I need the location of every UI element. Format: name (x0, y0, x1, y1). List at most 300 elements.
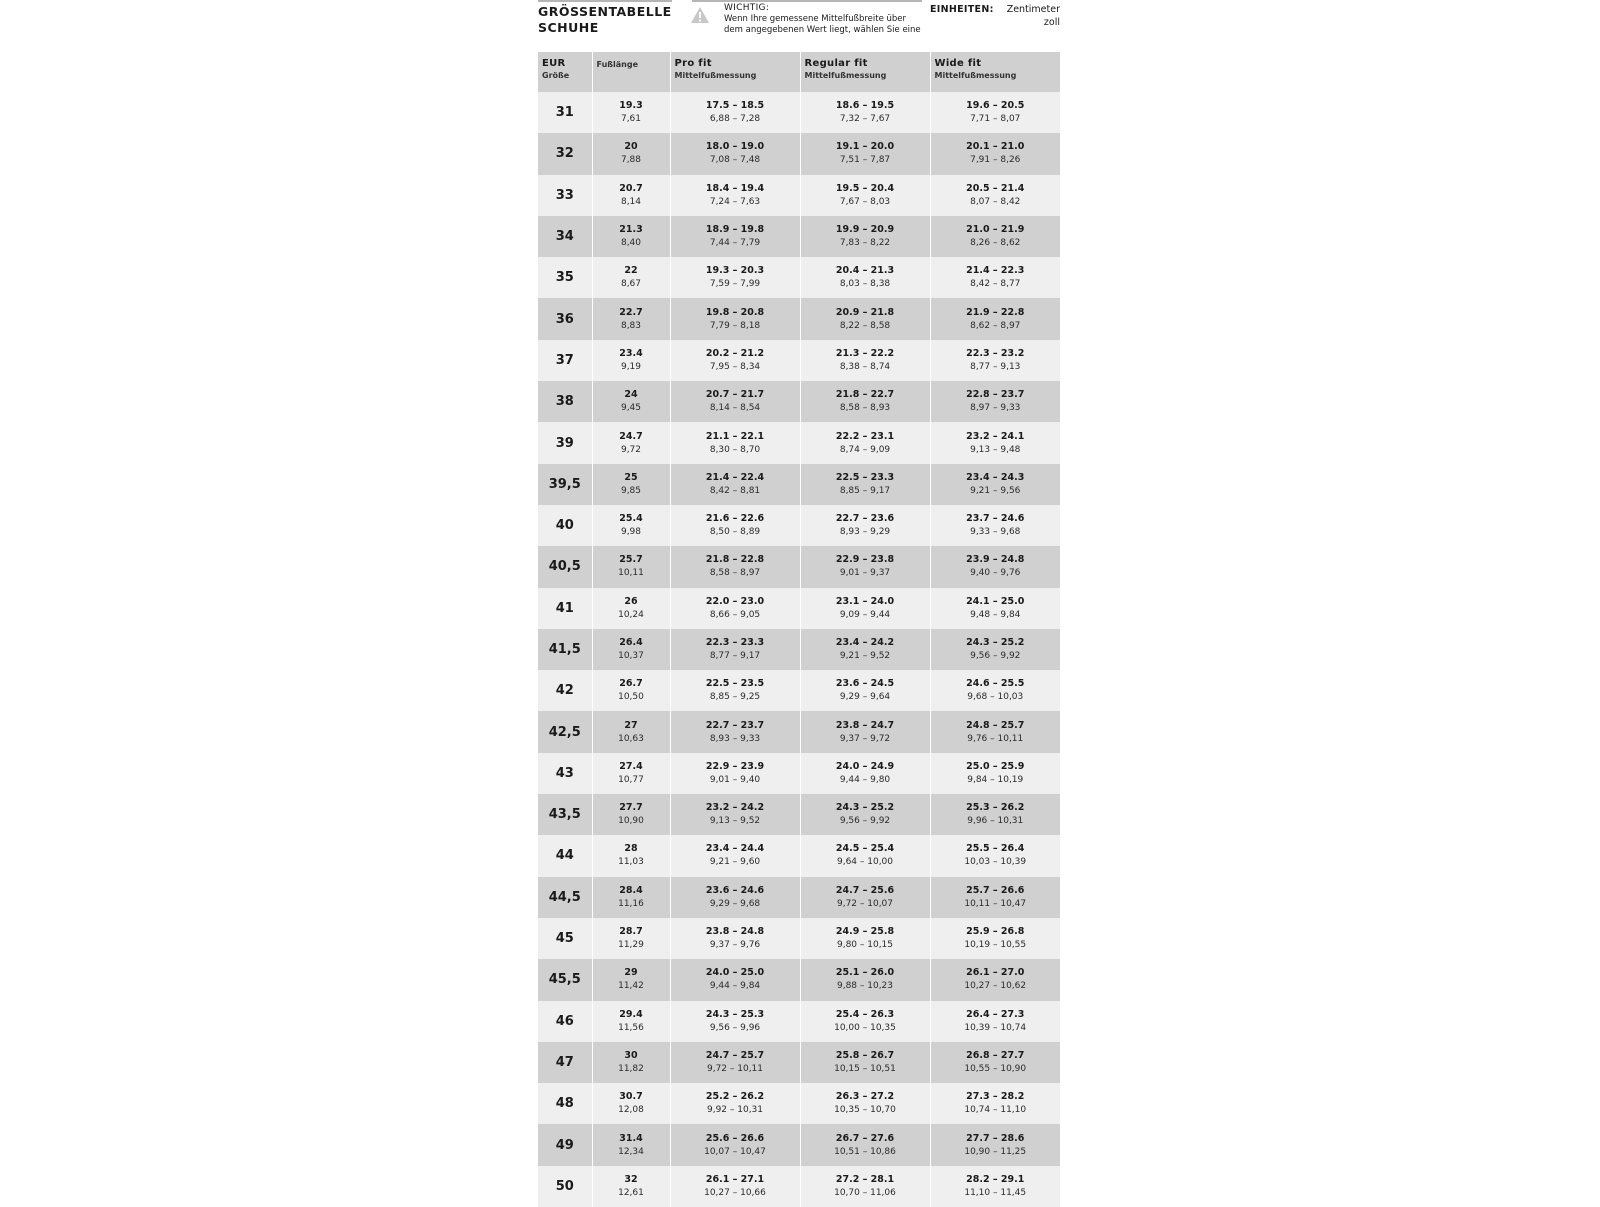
wide-fit-cell (930, 588, 1060, 629)
header-label: Regular fit (804, 58, 868, 69)
wide-fit-cell (930, 175, 1060, 216)
regular-fit-cell (800, 1001, 930, 1042)
wide-fit-inch-value: 9,33 – 9,68 (970, 527, 1021, 538)
pro-fit-inch-value: 9,21 – 9,60 (709, 857, 761, 868)
regular-fit-cell (800, 629, 930, 670)
wide-fit-cell (930, 918, 1060, 959)
foot-length-cell (592, 381, 670, 422)
pro-fit-inch-value: 7,44 – 7,79 (709, 238, 761, 249)
regular-fit-cell (800, 175, 930, 216)
foot-length-inch-value: 7,88 (620, 155, 642, 166)
eur-size-cell: 48 (538, 1083, 592, 1124)
size-table-body (538, 92, 1060, 1207)
regular-fit-cm-value: 23.6 – 24.5 (835, 678, 895, 690)
wide-fit-cell (930, 216, 1060, 257)
wide-fit-cell (930, 298, 1060, 339)
regular-fit-cell (800, 92, 930, 133)
pro-fit-cm-value: 25.2 – 26.2 (705, 1091, 765, 1103)
wide-fit-cell (930, 464, 1060, 505)
regular-fit-cm-value: 25.8 – 26.7 (835, 1049, 895, 1061)
table-row (538, 298, 1060, 339)
foot-length-cm-value: 24.7 (619, 430, 643, 442)
regular-fit-inch-value: 10,00 – 10,35 (834, 1022, 896, 1033)
wide-fit-cm-value: 26.8 – 27.7 (966, 1049, 1025, 1061)
foot-length-cm-value: 24 (624, 389, 638, 401)
pro-fit-cell (670, 794, 800, 835)
foot-length-inch-value: 8,14 (620, 196, 642, 207)
pro-fit-inch-value: 9,56 – 9,96 (709, 1022, 761, 1033)
regular-fit-inch-value: 10,35 – 10,70 (834, 1105, 896, 1116)
foot-length-cell (592, 1166, 670, 1207)
regular-fit-cm-value: 22.5 – 23.3 (835, 471, 895, 483)
regular-fit-cell (800, 877, 930, 918)
regular-fit-inch-value: 9,21 – 9,52 (839, 651, 891, 661)
foot-length-cell (592, 629, 670, 670)
table-row (538, 918, 1060, 959)
wide-fit-cm-value: 22.3 – 23.2 (966, 347, 1025, 359)
pro-fit-cell (670, 340, 800, 381)
eur-size-cell: 44 (538, 835, 592, 876)
wide-fit-cm-value: 26.4 – 27.3 (966, 1008, 1025, 1020)
wide-fit-cell (930, 340, 1060, 381)
regular-fit-inch-value: 9,72 – 10,07 (836, 898, 894, 909)
foot-length-inch-value: 8,40 (620, 238, 642, 249)
header-pro-fit (670, 52, 800, 92)
pro-fit-inch-value: 8,66 – 9,05 (709, 609, 761, 620)
pro-fit-cm-value: 18.0 – 19.0 (705, 141, 765, 153)
unit-option-inch[interactable]: zoll (1043, 16, 1060, 28)
wide-fit-cell (930, 505, 1060, 546)
wide-fit-inch-value: 10,55 – 10,90 (964, 1063, 1027, 1074)
eur-size-cell: 43,5 (538, 794, 592, 835)
regular-fit-inch-value: 8,03 – 8,38 (839, 279, 891, 290)
regular-fit-cell (800, 670, 930, 711)
foot-length-cm-value: 31.4 (619, 1132, 643, 1144)
regular-fit-cell (800, 381, 930, 422)
foot-length-cell (592, 711, 670, 752)
wide-fit-cm-value: 25.9 – 26.8 (966, 926, 1025, 938)
pro-fit-cell (670, 464, 800, 505)
table-row (538, 1124, 1060, 1165)
regular-fit-inch-value: 9,37 – 9,72 (839, 733, 891, 744)
wide-fit-cm-value: 23.9 – 24.8 (966, 554, 1025, 566)
wide-fit-cell (930, 1001, 1060, 1042)
pro-fit-cm-value: 21.4 – 22.4 (705, 471, 765, 483)
regular-fit-inch-value: 9,88 – 10,23 (836, 981, 894, 992)
eur-size-cell: 44,5 (538, 877, 592, 918)
pro-fit-cell (670, 133, 800, 174)
pro-fit-cell (670, 257, 800, 298)
eur-size-cell: 37 (538, 340, 592, 381)
foot-length-cm-value: 22 (624, 265, 638, 277)
regular-fit-cm-value: 23.4 – 24.2 (835, 637, 895, 648)
wide-fit-inch-value: 9,56 – 9,92 (970, 651, 1021, 661)
foot-length-cell (592, 918, 670, 959)
pro-fit-inch-value: 8,93 – 9,33 (709, 733, 761, 744)
foot-length-cm-value: 29.4 (619, 1008, 643, 1020)
wide-fit-cm-value: 25.7 – 26.6 (966, 884, 1025, 896)
foot-length-inch-value: 9,45 (620, 403, 642, 414)
foot-length-cm-value: 20.7 (619, 182, 643, 194)
regular-fit-cell (800, 753, 930, 794)
regular-fit-cm-value: 21.8 – 22.7 (835, 389, 895, 401)
pro-fit-inch-value: 10,27 – 10,66 (704, 1187, 766, 1198)
pro-fit-inch-value: 9,13 – 9,52 (709, 816, 761, 827)
regular-fit-cell (800, 422, 930, 463)
regular-fit-cm-value: 24.7 – 25.6 (835, 884, 895, 896)
regular-fit-cm-value: 25.1 – 26.0 (835, 967, 895, 979)
foot-length-cell (592, 257, 670, 298)
pro-fit-cell (670, 877, 800, 918)
regular-fit-cell (800, 588, 930, 629)
wide-fit-inch-value: 10,03 – 10,39 (964, 857, 1027, 868)
wide-fit-cell (930, 959, 1060, 1000)
pro-fit-inch-value: 9,92 – 10,31 (706, 1105, 764, 1116)
pro-fit-inch-value: 9,29 – 9,68 (709, 898, 761, 909)
foot-length-cm-value: 19.3 (619, 100, 643, 112)
foot-length-inch-value: 12,34 (618, 1146, 644, 1157)
eur-size-cell: 38 (538, 381, 592, 422)
eur-size-cell: 40 (538, 505, 592, 546)
pro-fit-cell (670, 546, 800, 587)
pro-fit-inch-value: 7,79 – 8,18 (709, 320, 761, 331)
regular-fit-cm-value: 25.4 – 26.3 (835, 1008, 895, 1020)
table-row (538, 340, 1060, 381)
pro-fit-cell (670, 1124, 800, 1165)
foot-length-cell (592, 216, 670, 257)
foot-length-inch-value: 11,16 (618, 898, 644, 909)
pro-fit-cm-value: 25.6 – 26.6 (705, 1132, 765, 1144)
pro-fit-inch-value: 8,14 – 8,54 (709, 403, 761, 414)
wide-fit-cm-value: 21.4 – 22.3 (966, 265, 1025, 277)
foot-length-cell (592, 298, 670, 339)
foot-length-cell (592, 133, 670, 174)
header-sublabel: Mittelfußmessung (804, 71, 887, 80)
title-line-1: GRÖSSENTABELLE (538, 4, 672, 19)
warning-line-1: Wenn Ihre gemessene Mittelfußbreite über (724, 14, 907, 24)
foot-length-inch-value: 8,83 (620, 320, 642, 331)
pro-fit-cm-value: 23.4 – 24.4 (705, 843, 765, 855)
units-selector (1007, 4, 1060, 29)
wide-fit-inch-value: 9,13 – 9,48 (970, 444, 1021, 455)
foot-length-inch-value: 12,08 (618, 1105, 644, 1116)
foot-length-cm-value: 25.4 (619, 513, 643, 525)
eur-size-cell: 43 (538, 753, 592, 794)
wide-fit-cm-value: 25.0 – 25.9 (966, 760, 1025, 772)
foot-length-cell (592, 464, 670, 505)
wide-fit-cm-value: 27.3 – 28.2 (966, 1091, 1025, 1103)
size-chart-document (538, 0, 1060, 1200)
warning-triangle-icon (690, 6, 710, 24)
foot-length-cm-value: 29 (624, 967, 638, 979)
regular-fit-cm-value: 22.9 – 23.8 (835, 554, 895, 566)
header-sublabel: Mittelfußmessung (674, 71, 757, 80)
foot-length-inch-value: 11,56 (618, 1022, 644, 1033)
pro-fit-cm-value: 23.6 – 24.6 (705, 884, 765, 896)
foot-length-cell (592, 670, 670, 711)
pro-fit-cm-value: 18.4 – 19.4 (705, 182, 765, 194)
foot-length-cm-value: 22.7 (619, 306, 643, 318)
pro-fit-inch-value: 8,42 – 8,81 (709, 485, 761, 496)
pro-fit-cell (670, 216, 800, 257)
foot-length-inch-value: 11,82 (618, 1063, 644, 1074)
foot-length-cm-value: 28 (624, 843, 638, 855)
foot-length-cell (592, 175, 670, 216)
regular-fit-inch-value: 10,51 – 10,86 (834, 1146, 896, 1157)
table-row (538, 753, 1060, 794)
eur-size-cell: 45,5 (538, 959, 592, 1000)
table-row (538, 1083, 1060, 1124)
wide-fit-cm-value: 19.6 – 20.5 (966, 100, 1025, 112)
foot-length-cell (592, 1083, 670, 1124)
foot-length-cell (592, 92, 670, 133)
foot-length-inch-value: 10,63 (618, 733, 644, 744)
eur-size-cell: 32 (538, 133, 592, 174)
regular-fit-cell (800, 794, 930, 835)
pro-fit-cm-value: 17.5 – 18.5 (705, 100, 765, 112)
regular-fit-cm-value: 20.9 – 21.8 (835, 306, 895, 318)
pro-fit-cm-value: 22.5 – 23.5 (705, 678, 765, 690)
foot-length-cm-value: 28.7 (619, 926, 643, 938)
pro-fit-cm-value: 20.2 – 21.2 (705, 347, 765, 359)
foot-length-inch-value: 10,77 (618, 774, 644, 785)
chart-header (538, 0, 1060, 48)
wide-fit-cell (930, 629, 1060, 670)
pro-fit-cm-value: 22.3 – 23.3 (705, 637, 765, 648)
wide-fit-inch-value: 8,77 – 9,13 (970, 361, 1021, 372)
wide-fit-inch-value: 11,10 – 11,45 (964, 1187, 1027, 1198)
regular-fit-inch-value: 8,74 – 9,09 (839, 444, 891, 455)
regular-fit-cell (800, 918, 930, 959)
foot-length-cm-value: 27 (624, 719, 638, 731)
foot-length-cm-value: 20 (624, 141, 638, 153)
eur-size-cell: 42,5 (538, 711, 592, 752)
pro-fit-cm-value: 18.9 – 19.8 (705, 224, 765, 236)
pro-fit-cm-value: 21.6 – 22.6 (705, 513, 765, 525)
foot-length-cm-value: 21.3 (619, 224, 643, 236)
eur-size-cell: 45 (538, 918, 592, 959)
table-row (538, 257, 1060, 298)
regular-fit-inch-value: 8,85 – 9,17 (839, 485, 891, 496)
regular-fit-cell (800, 1166, 930, 1207)
pro-fit-cm-value: 19.3 – 20.3 (705, 265, 765, 277)
wide-fit-cell (930, 877, 1060, 918)
wide-fit-cell (930, 794, 1060, 835)
regular-fit-cell (800, 546, 930, 587)
header-label: EUR (542, 58, 566, 69)
wide-fit-cm-value: 24.8 – 25.7 (966, 719, 1025, 731)
pro-fit-cell (670, 753, 800, 794)
wide-fit-cell (930, 835, 1060, 876)
foot-length-cell (592, 753, 670, 794)
eur-size-cell: 41 (538, 588, 592, 629)
wide-fit-cm-value: 20.5 – 21.4 (966, 182, 1025, 194)
regular-fit-cell (800, 1042, 930, 1083)
foot-length-inch-value: 10,90 (618, 816, 644, 827)
pro-fit-cell (670, 298, 800, 339)
wide-fit-inch-value: 10,19 – 10,55 (964, 940, 1027, 951)
wide-fit-cell (930, 92, 1060, 133)
regular-fit-cm-value: 23.1 – 24.0 (835, 595, 895, 607)
table-row (538, 629, 1060, 670)
header-regular-fit (800, 52, 930, 92)
pro-fit-cm-value: 21.1 – 22.1 (705, 430, 765, 442)
wide-fit-inch-value: 8,42 – 8,77 (970, 279, 1021, 290)
wide-fit-inch-value: 9,76 – 10,11 (967, 733, 1024, 744)
wide-fit-cell (930, 711, 1060, 752)
table-row (538, 588, 1060, 629)
pro-fit-cm-value: 22.0 – 23.0 (705, 595, 765, 607)
table-row (538, 464, 1060, 505)
pro-fit-cm-value: 22.7 – 23.7 (705, 719, 765, 731)
unit-option-cm[interactable]: Zentimeter (1006, 4, 1060, 15)
regular-fit-cell (800, 216, 930, 257)
regular-fit-inch-value: 8,22 – 8,58 (839, 320, 891, 331)
pro-fit-cell (670, 959, 800, 1000)
wide-fit-inch-value: 10,39 – 10,74 (964, 1022, 1027, 1033)
pro-fit-cell (670, 1166, 800, 1207)
eur-size-cell: 31 (538, 92, 592, 133)
foot-length-cm-value: 26 (624, 595, 638, 607)
pro-fit-cm-value: 24.7 – 25.7 (705, 1049, 765, 1061)
regular-fit-cell (800, 298, 930, 339)
wide-fit-inch-value: 8,07 – 8,42 (970, 196, 1021, 207)
pro-fit-cell (670, 918, 800, 959)
regular-fit-inch-value: 7,32 – 7,67 (839, 114, 891, 125)
pro-fit-cm-value: 21.8 – 22.8 (705, 554, 765, 566)
header-wide-fit (930, 52, 1060, 92)
foot-length-cell (592, 546, 670, 587)
table-row (538, 381, 1060, 422)
foot-length-inch-value: 11,29 (618, 940, 644, 951)
pro-fit-inch-value: 9,44 – 9,84 (709, 981, 761, 992)
regular-fit-cm-value: 21.3 – 22.2 (835, 347, 895, 359)
wide-fit-inch-value: 9,96 – 10,31 (967, 816, 1024, 827)
regular-fit-inch-value: 8,58 – 8,93 (839, 403, 891, 414)
foot-length-inch-value: 8,67 (620, 279, 642, 290)
size-table (538, 52, 1060, 1207)
pro-fit-cm-value: 20.7 – 21.7 (705, 389, 765, 401)
pro-fit-inch-value: 8,58 – 8,97 (709, 568, 761, 579)
regular-fit-cm-value: 24.0 – 24.9 (835, 760, 895, 772)
wide-fit-cm-value: 22.8 – 23.7 (966, 389, 1025, 401)
wide-fit-cm-value: 21.0 – 21.9 (966, 224, 1025, 236)
wide-fit-cell (930, 381, 1060, 422)
wide-fit-cm-value: 23.2 – 24.1 (966, 430, 1025, 442)
wide-fit-cm-value: 28.2 – 29.1 (966, 1173, 1025, 1185)
regular-fit-cm-value: 27.2 – 28.1 (835, 1173, 895, 1185)
regular-fit-inch-value: 7,83 – 8,22 (839, 238, 891, 249)
foot-length-cm-value: 23.4 (619, 347, 643, 359)
table-row (538, 670, 1060, 711)
pro-fit-inch-value: 9,01 – 9,40 (709, 774, 761, 785)
wide-fit-cm-value: 24.3 – 25.2 (966, 637, 1025, 648)
pro-fit-inch-value: 9,72 – 10,11 (706, 1063, 764, 1074)
regular-fit-cell (800, 133, 930, 174)
foot-length-inch-value: 10,11 (618, 568, 644, 579)
header-foot-length (592, 52, 670, 92)
wide-fit-cm-value: 23.7 – 24.6 (966, 513, 1025, 525)
foot-length-inch-value: 9,98 (620, 527, 642, 538)
header-rule-middle (692, 0, 922, 2)
header-rule-left (538, 0, 672, 2)
foot-length-cm-value: 27.4 (619, 760, 643, 772)
pro-fit-inch-value: 10,07 – 10,47 (704, 1146, 766, 1157)
table-row (538, 835, 1060, 876)
regular-fit-cell (800, 257, 930, 298)
regular-fit-inch-value: 10,70 – 11,06 (834, 1187, 896, 1198)
wide-fit-cm-value: 25.3 – 26.2 (966, 802, 1025, 814)
pro-fit-inch-value: 7,59 – 7,99 (709, 279, 761, 290)
table-row (538, 1042, 1060, 1083)
regular-fit-inch-value: 9,01 – 9,37 (839, 568, 891, 579)
table-row (538, 175, 1060, 216)
pro-fit-cm-value: 19.8 – 20.8 (705, 306, 765, 318)
wide-fit-inch-value: 8,26 – 8,62 (970, 238, 1021, 249)
wide-fit-cell (930, 422, 1060, 463)
regular-fit-cell (800, 464, 930, 505)
regular-fit-cm-value: 19.1 – 20.0 (835, 141, 895, 153)
wide-fit-cell (930, 133, 1060, 174)
warning-line-2: dem angegebenen Wert liegt, wählen Sie eine (724, 25, 921, 35)
eur-size-cell: 49 (538, 1124, 592, 1165)
wide-fit-cell (930, 753, 1060, 794)
foot-length-cell (592, 1042, 670, 1083)
pro-fit-cm-value: 26.1 – 27.1 (705, 1173, 765, 1185)
wide-fit-cm-value: 21.9 – 22.8 (966, 306, 1025, 318)
foot-length-cm-value: 28.4 (619, 884, 643, 896)
pro-fit-cell (670, 381, 800, 422)
pro-fit-cell (670, 1001, 800, 1042)
foot-length-cell (592, 794, 670, 835)
foot-length-cell (592, 505, 670, 546)
eur-size-cell: 42 (538, 670, 592, 711)
regular-fit-cm-value: 18.6 – 19.5 (835, 100, 895, 112)
wide-fit-inch-value: 8,62 – 8,97 (970, 320, 1021, 331)
foot-length-cell (592, 877, 670, 918)
foot-length-inch-value: 11,42 (618, 981, 644, 992)
foot-length-inch-value: 9,85 (620, 485, 642, 496)
regular-fit-inch-value: 9,09 – 9,44 (839, 609, 891, 620)
foot-length-inch-value: 10,37 (618, 651, 644, 661)
table-row (538, 92, 1060, 133)
header-label: Wide fit (934, 58, 982, 69)
pro-fit-cell (670, 629, 800, 670)
pro-fit-cell (670, 1042, 800, 1083)
header-sublabel: Mittelfußmessung (934, 71, 1017, 80)
regular-fit-inch-value: 8,38 – 8,74 (839, 361, 891, 372)
regular-fit-cm-value: 20.4 – 21.3 (835, 265, 895, 277)
eur-size-cell: 40,5 (538, 546, 592, 587)
eur-size-cell: 39,5 (538, 464, 592, 505)
pro-fit-inch-value: 7,08 – 7,48 (709, 155, 761, 166)
regular-fit-cell (800, 835, 930, 876)
wide-fit-cm-value: 25.5 – 26.4 (966, 843, 1025, 855)
table-row (538, 422, 1060, 463)
pro-fit-cell (670, 670, 800, 711)
eur-size-cell: 39 (538, 422, 592, 463)
wide-fit-inch-value: 9,21 – 9,56 (970, 485, 1021, 496)
wide-fit-inch-value: 9,48 – 9,84 (970, 609, 1021, 620)
pro-fit-inch-value: 8,50 – 8,89 (709, 527, 761, 538)
eur-size-cell: 36 (538, 298, 592, 339)
table-row (538, 546, 1060, 587)
foot-length-cm-value: 25.7 (619, 554, 643, 566)
regular-fit-cell (800, 1124, 930, 1165)
foot-length-inch-value: 7,61 (620, 114, 642, 125)
regular-fit-cm-value: 24.9 – 25.8 (835, 926, 895, 938)
regular-fit-cm-value: 26.7 – 27.6 (835, 1132, 895, 1144)
